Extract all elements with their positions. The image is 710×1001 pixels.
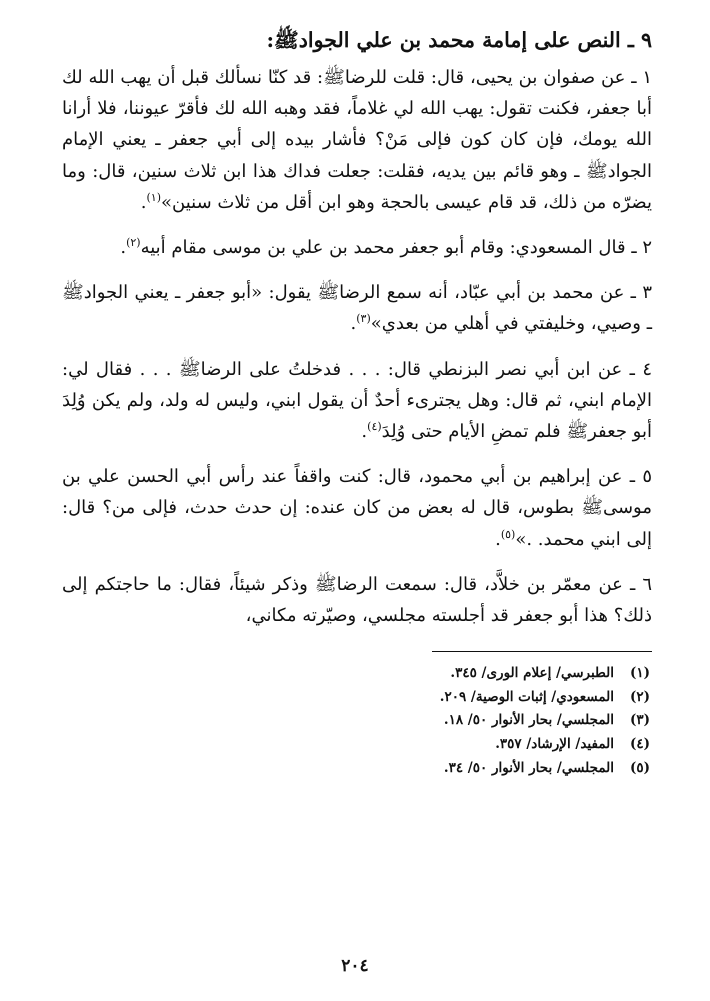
footnote-ref[interactable]: (٥)	[500, 527, 516, 541]
footnote-item	[62, 662, 652, 686]
footnote-number: (٣)	[629, 712, 650, 729]
paragraph-text: ٢ ـ قال المسعودي: وقام أبو جعفر محمد بن علي بن موسى مقام أبيه	[140, 237, 652, 259]
footnote-ref[interactable]: (٤)	[367, 420, 382, 434]
footnote-number: (٢)	[629, 688, 650, 705]
page-number: ٢٠٤	[341, 956, 369, 976]
footnote-text: المفيد/ الإرشاد/ ٣٥٧.	[495, 736, 614, 753]
paragraph-tail: .	[361, 421, 368, 443]
page-body	[62, 22, 652, 1001]
paragraph-text: ٦ ـ عن معمّر بن خلاَّد، قال: سمعت الرضاﷺ وذكر شيئاً، فقال: ما حاجتكم إلى ذلك؟ هذا أبو جعفر قد أجلسته مجلسي، وصيّرته مكاني،	[62, 573, 652, 627]
footnote-ref[interactable]: (١)	[146, 190, 162, 204]
footnote-item	[62, 709, 652, 733]
paragraph-5	[62, 461, 652, 555]
paragraph-2	[62, 232, 652, 263]
paragraph-3	[62, 277, 652, 339]
paragraph-text: ٥ ـ عن إبراهيم بن أبي محمود، قال: كنت واقفاً عند رأس أبي الحسن علي بن موسىﷺ بطوس، قال له بعض من كان عنده: إن حدث حدث، فإلى من؟ قال: إلى ابني محمد. .»	[62, 466, 652, 550]
footnote-number: (٤)	[629, 736, 650, 753]
paragraph-tail: .	[120, 237, 127, 259]
footnote-item	[62, 686, 652, 710]
paragraph-4	[62, 354, 652, 448]
footnote-item	[62, 733, 652, 757]
footnote-text: المسعودي/ إثبات الوصية/ ٢٠٩.	[439, 688, 614, 705]
footnote-ref[interactable]: (٢)	[126, 236, 141, 250]
paragraph-tail: .	[350, 313, 357, 335]
paragraph-text: ٤ ـ عن ابن أبي نصر البزنطي قال: . . . فدخلتُ على الرضاﷺ . . . فقال لي: الإمام ابني، ثم قال: وهل يجترىء أحدٌ أن يقول ابني، وليس له ولد، ولم يكن وُلِدَ أبو جعفرﷺ فلم تمضِ الأيام حتى وُلِدَ	[62, 358, 652, 443]
footnote-text: المجلسي/ بحار الأنوار ٥٠/ ١٨.	[443, 712, 614, 729]
paragraph-text: ٣ ـ عن محمد بن أبي عبّاد، أنه سمع الرضاﷺ يقول: «أبو جعفر ـ يعني الجوادﷺ ـ وصيي، وخليفتي في أهلي من بعدي»	[62, 282, 652, 335]
footnote-item	[62, 757, 652, 781]
section-heading: ٩ ـ النص على إمامة محمد بن علي الجوادﷺ:	[266, 28, 652, 52]
footnote-divider	[432, 651, 652, 652]
footnote-ref[interactable]: (٣)	[356, 312, 371, 326]
footnote-text: الطبرسي/ إعلام الورى/ ٣٤٥.	[450, 665, 614, 682]
paragraph-tail: .	[495, 528, 501, 550]
footnotes	[62, 662, 652, 780]
footnote-text: المجلسي/ بحار الأنوار ٥٠/ ٣٤.	[443, 759, 614, 776]
paragraph-1	[62, 62, 652, 218]
paragraph-tail: .	[140, 191, 147, 213]
paragraph-6	[62, 569, 652, 631]
footnote-number: (١)	[629, 665, 650, 682]
footnote-number: (٥)	[629, 759, 650, 776]
paragraph-text: ١ ـ عن صفوان بن يحيى، قال: قلت للرضاﷺ: قد كنّا نسألك قبل أن يهب الله لك أبا جعفر، فكنت تقول: يهب الله لي غلاماً، فقد وهبه الله لك فأقرّ عيوننا، فلا أرانا الله يومك، فإن كان كون فإلى مَنْ؟ فأشار بيده إلى أبي جعفر ـ يعني الإمام الجوادﷺ ـ وهو قائم بين يديه، فقلت: جعلت فداك هذا ابن ثلاث سنين، قال: وما يضرّه من ذلك، قد قام عيسى بالحجة وهو ابن أقل من ثلاث سنين»	[62, 67, 652, 213]
